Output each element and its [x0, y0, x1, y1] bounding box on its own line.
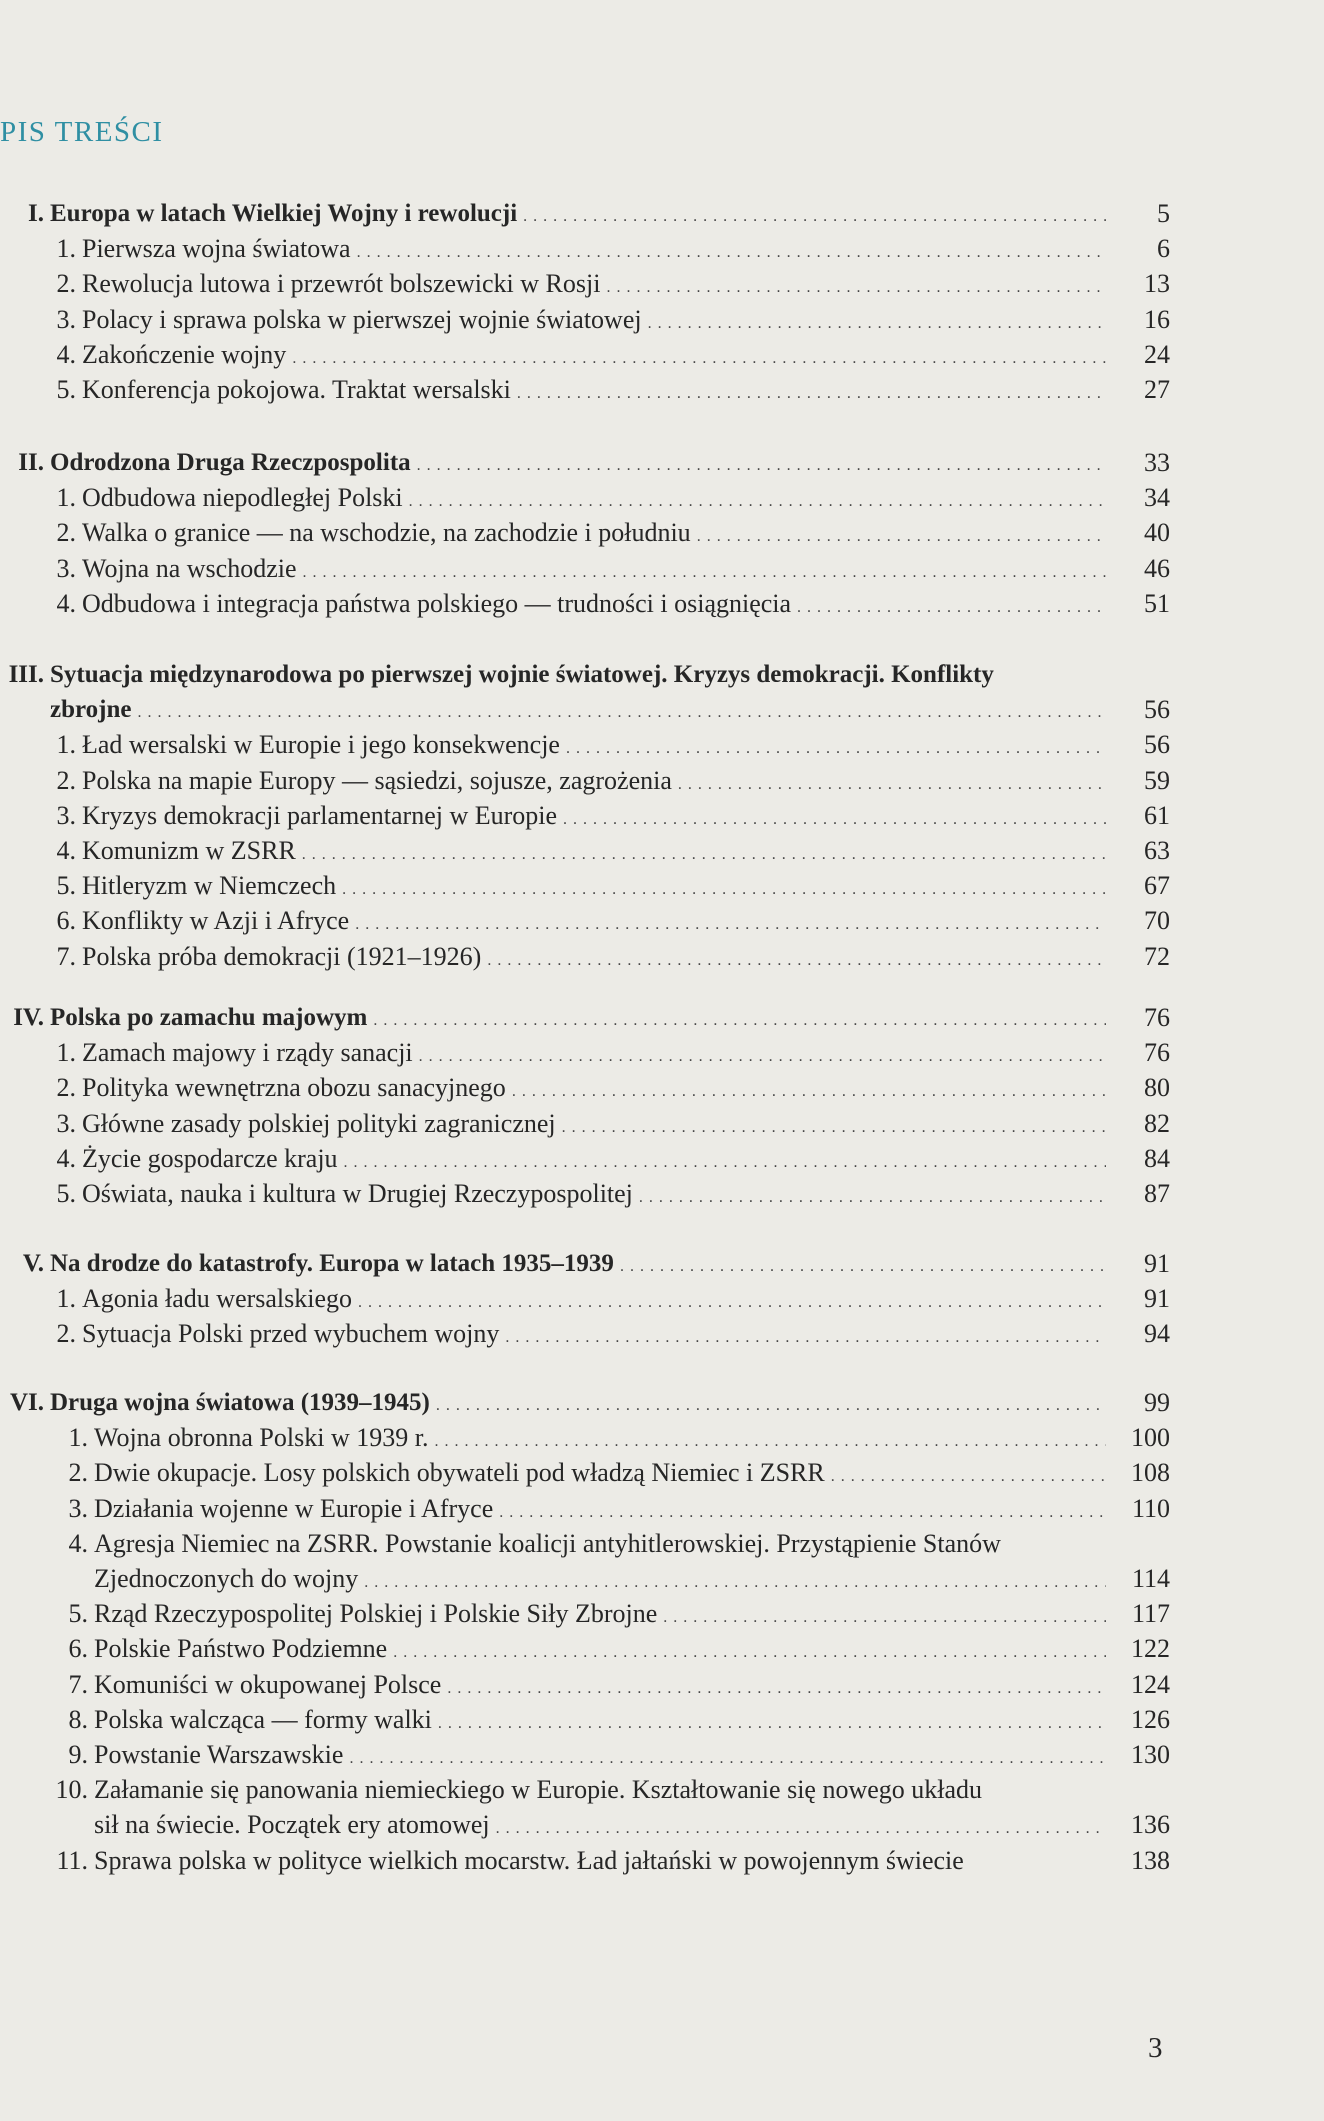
toc-entry — [0, 1561, 1324, 1597]
toc-entry — [0, 1631, 1324, 1667]
page-ref: 13 — [1144, 269, 1170, 299]
item-title: Główne zasady polskiej polityki zagranicznej — [82, 1108, 556, 1138]
item-number: 4. — [56, 339, 76, 369]
item-title: Polskie Państwo Podziemne — [94, 1634, 388, 1664]
dot-leader — [373, 1000, 1106, 1036]
toc-entry — [0, 1035, 1324, 1071]
page-ref: 56 — [1144, 695, 1170, 725]
page-ref: 80 — [1144, 1073, 1170, 1103]
dot-leader — [678, 763, 1106, 799]
dot-leader — [358, 1281, 1106, 1317]
item-title: Dwie okupacje. Losy polskich obywateli pod władzą Niemiec i ZSRR — [94, 1458, 825, 1488]
toc-entry — [0, 1491, 1324, 1527]
item-number: 1. — [56, 1284, 76, 1314]
dot-leader — [523, 196, 1106, 232]
item-title: Oświata, nauka i kultura w Drugiej Rzeczypospolitej — [82, 1179, 633, 1208]
entry-title-line — [82, 515, 1106, 551]
item-number: 7. — [56, 941, 76, 971]
entry-title-line — [82, 1035, 1106, 1071]
item-number: 2. — [56, 518, 76, 548]
page-ref: 114 — [1131, 1564, 1170, 1593]
item-number: 11. — [56, 1845, 88, 1875]
entry-title-line — [94, 1526, 1106, 1562]
toc-entry — [0, 1141, 1324, 1177]
entry-title-line — [50, 1385, 1106, 1421]
page-ref: 27 — [1144, 375, 1170, 404]
page-ref: 84 — [1144, 1143, 1170, 1173]
page-ref: 122 — [1131, 1634, 1170, 1664]
entry-title-line — [50, 1246, 1106, 1282]
item-number: 8. — [68, 1704, 88, 1734]
item-number: 1. — [56, 234, 76, 264]
toc-entry — [0, 1316, 1324, 1352]
entry-title-line — [82, 903, 1106, 939]
dot-leader — [620, 1246, 1106, 1282]
chapter-number: IV. — [13, 1004, 44, 1031]
item-number: 3. — [56, 304, 76, 334]
entry-title-line — [94, 1596, 1106, 1632]
entry-title-line — [82, 798, 1106, 834]
entry-title-line — [50, 657, 1106, 693]
item-title: Polska na mapie Europy — sąsiedzi, sojusze, zagrożenia — [82, 765, 672, 795]
item-number: 6. — [68, 1634, 88, 1664]
item-number: 3. — [56, 1108, 76, 1138]
dot-leader — [292, 337, 1106, 373]
item-title: Polacy i sprawa polska w pierwszej wojnie światowej — [82, 304, 642, 334]
item-number: 1. — [56, 1038, 76, 1068]
entry-title-line — [94, 1807, 1106, 1843]
item-title: Agonia ładu wersalskiego — [82, 1284, 353, 1314]
chapter-entry — [0, 1000, 1324, 1036]
entry-title-line — [82, 1070, 1106, 1106]
page-ref: 82 — [1144, 1108, 1170, 1138]
toc-entry — [0, 1772, 1324, 1808]
page-ref: 16 — [1144, 304, 1170, 334]
item-title: Sytuacja Polski przed wybuchem wojny — [82, 1319, 500, 1349]
page-ref: 110 — [1131, 1493, 1170, 1523]
dot-leader — [137, 692, 1106, 728]
dot-leader — [831, 1455, 1106, 1491]
dot-leader — [663, 1596, 1106, 1632]
page-ref: 117 — [1131, 1599, 1170, 1629]
dot-leader — [566, 727, 1106, 763]
chapter-title: Na drodze do katastrofy. Europa w latach 1935–1939 — [50, 1250, 614, 1277]
toc-entry — [0, 1843, 1324, 1879]
toc-entry — [0, 1176, 1324, 1212]
chapter-title: Europa w latach Wielkiej Wojny i rewolucji — [50, 200, 518, 227]
entry-title-line — [82, 1176, 1106, 1212]
item-title: Zamach majowy i rządy sanacji — [82, 1038, 413, 1068]
item-number: 1. — [56, 483, 76, 513]
chapter-number: III. — [8, 661, 44, 688]
entry-title-line — [82, 551, 1106, 587]
page-ref: 100 — [1131, 1423, 1170, 1453]
page-ref: 138 — [1131, 1845, 1170, 1875]
entry-title-line — [50, 196, 1106, 232]
toc-entry — [0, 1596, 1324, 1632]
item-title: Konferencja pokojowa. Traktat wersalski — [82, 375, 511, 404]
item-title: Odbudowa niepodległej Polski — [82, 483, 403, 513]
entry-title-line — [94, 1455, 1106, 1491]
toc-entry — [0, 551, 1324, 587]
page-ref: 70 — [1144, 906, 1170, 936]
dot-leader — [562, 1106, 1106, 1142]
item-title: Wojna na wschodzie — [82, 553, 297, 583]
page-ref: 94 — [1144, 1319, 1170, 1349]
item-title: Konflikty w Azji i Afryce — [82, 906, 350, 936]
entry-title-line — [94, 1702, 1106, 1738]
item-title: Pierwsza wojna światowa — [82, 234, 351, 264]
toc-entry — [0, 1667, 1324, 1703]
dot-leader — [438, 1702, 1106, 1738]
toc-entry — [0, 337, 1324, 373]
toc-entry — [0, 302, 1324, 338]
chapter-title: zbrojne — [50, 696, 132, 724]
item-number: 5. — [56, 871, 76, 901]
entry-title-line — [82, 939, 1106, 975]
dot-leader — [648, 302, 1106, 338]
item-title: Sprawa polska w polityce wielkich mocarstw. Ład jałtański w powojennym świecie — [94, 1845, 964, 1875]
page-ref: 91 — [1144, 1249, 1170, 1278]
entry-title-line — [50, 1000, 1106, 1036]
item-number: 2. — [68, 1458, 88, 1488]
dot-leader — [499, 1491, 1106, 1527]
dot-leader — [355, 903, 1106, 939]
page-ref: 108 — [1131, 1458, 1170, 1488]
page-ref: 63 — [1144, 836, 1170, 865]
entry-title-line — [82, 727, 1106, 763]
chapter-number: II. — [18, 449, 44, 476]
page-ref: 59 — [1144, 765, 1170, 795]
item-title: Rząd Rzeczypospolitej Polskiej i Polskie Siły Zbrojne — [94, 1599, 658, 1629]
item-number: 4. — [56, 836, 76, 865]
entry-title-line — [82, 868, 1106, 904]
dot-leader — [417, 445, 1106, 481]
chapter-title: Odrodzona Druga Rzeczpospolita — [50, 449, 411, 476]
page-ref: 56 — [1144, 730, 1170, 760]
page-ref: 126 — [1131, 1704, 1170, 1734]
item-number: 3. — [56, 800, 76, 830]
item-number: 6. — [56, 906, 76, 936]
dot-leader — [364, 1561, 1106, 1597]
page-ref: 99 — [1144, 1388, 1170, 1417]
item-number: 5. — [56, 1179, 76, 1208]
item-title: sił na świecie. Początek ery atomowej — [94, 1810, 490, 1840]
dot-leader — [639, 1176, 1106, 1212]
dot-leader — [393, 1631, 1106, 1667]
toc-entry — [0, 727, 1324, 763]
page-ref: 5 — [1157, 199, 1170, 228]
toc-entry — [0, 1526, 1324, 1562]
item-number: 1. — [56, 730, 76, 760]
dot-leader — [409, 480, 1106, 516]
entry-title-line — [50, 692, 1106, 728]
toc-entry — [0, 586, 1324, 622]
page-ref: 34 — [1144, 483, 1170, 513]
item-number: 4. — [56, 1143, 76, 1173]
dot-leader — [505, 1316, 1106, 1352]
toc-entry — [0, 833, 1324, 869]
toc-entry — [0, 798, 1324, 834]
chapter-entry — [0, 657, 1324, 693]
entry-title-line — [82, 266, 1106, 302]
toc-entry — [0, 1455, 1324, 1491]
item-title: Polska próba demokracji (1921–1926) — [82, 941, 482, 971]
page-number: 3 — [1148, 2032, 1163, 2064]
chapter-entry — [0, 1246, 1324, 1282]
chapter-title: Sytuacja międzynarodowa po pierwszej wojnie światowej. Kryzys demokracji. Konflikty — [50, 661, 994, 688]
entry-title-line — [82, 1316, 1106, 1352]
page-ref: 67 — [1144, 871, 1170, 901]
item-title: Kryzys demokracji parlamentarnej w Europie — [82, 800, 558, 830]
entry-title-line — [82, 1106, 1106, 1142]
page-ref: 136 — [1131, 1810, 1170, 1840]
toc-entry — [0, 1702, 1324, 1738]
entry-title-line — [82, 302, 1106, 338]
toc-entry — [0, 903, 1324, 939]
chapter-title: Polska po zamachu majowym — [50, 1004, 368, 1031]
entry-title-line — [94, 1667, 1106, 1703]
item-title: Komuniści w okupowanej Polsce — [94, 1669, 442, 1699]
page-ref: 33 — [1144, 448, 1170, 477]
page-ref: 91 — [1144, 1284, 1170, 1314]
dot-leader — [606, 266, 1106, 302]
entry-title-line — [94, 1843, 1106, 1879]
dot-leader — [342, 868, 1106, 904]
chapter-entry — [0, 196, 1324, 232]
item-number: 5. — [56, 375, 76, 404]
dot-leader — [563, 798, 1106, 834]
entry-title-line — [82, 480, 1106, 516]
dot-leader — [517, 372, 1106, 408]
dot-leader — [797, 586, 1106, 622]
dot-leader — [487, 939, 1106, 975]
page-ref: 124 — [1131, 1669, 1170, 1699]
page-ref: 46 — [1144, 553, 1170, 583]
entry-title-line — [94, 1561, 1106, 1597]
toc-entry — [0, 939, 1324, 975]
toc-entry — [0, 1420, 1324, 1456]
entry-title-line — [82, 1141, 1106, 1177]
page-ref: 87 — [1144, 1179, 1170, 1208]
dot-leader — [434, 1420, 1106, 1456]
entry-title-line — [50, 445, 1106, 481]
entry-title-line — [82, 231, 1106, 267]
toc-entry — [0, 231, 1324, 267]
toc-entry — [0, 1807, 1324, 1843]
entry-title-line — [94, 1772, 1106, 1808]
item-number: 2. — [56, 765, 76, 795]
chapter-title: Druga wojna światowa (1939–1945) — [50, 1389, 430, 1416]
item-number: 3. — [56, 553, 76, 583]
page-ref: 40 — [1144, 518, 1170, 548]
entry-title-line — [82, 763, 1106, 799]
item-number: 1. — [68, 1423, 88, 1453]
item-title: Polityka wewnętrzna obozu sanacyjnego — [82, 1073, 506, 1103]
page-ref: 6 — [1157, 234, 1170, 264]
item-title: Komunizm w ZSRR — [82, 836, 296, 865]
dot-leader — [436, 1385, 1106, 1421]
page-ref: 24 — [1144, 339, 1170, 369]
chapter-entry — [0, 445, 1324, 481]
item-number: 2. — [56, 1319, 76, 1349]
item-number: 4. — [56, 588, 76, 618]
entry-title-line — [94, 1420, 1106, 1456]
item-title: Ład wersalski w Europie i jego konsekwencje — [82, 730, 560, 760]
item-title: Hitleryzm w Niemczech — [82, 871, 337, 901]
entry-title-line — [94, 1631, 1106, 1667]
item-title: Wojna obronna Polski w 1939 r. — [94, 1423, 429, 1453]
dot-leader — [349, 1737, 1106, 1773]
item-number: 9. — [68, 1740, 88, 1769]
item-number: 10. — [55, 1775, 88, 1805]
item-number: 5. — [68, 1599, 88, 1629]
dot-leader — [496, 1807, 1106, 1843]
chapter-number: VI. — [9, 1389, 44, 1416]
dot-leader — [512, 1070, 1106, 1106]
entry-title-line — [82, 1281, 1106, 1317]
toc-entry — [0, 1106, 1324, 1142]
entry-title-line — [82, 337, 1106, 373]
toc-entry — [0, 868, 1324, 904]
dot-leader — [302, 833, 1106, 869]
toc-entry — [0, 480, 1324, 516]
item-title: Zakończenie wojny — [82, 339, 287, 369]
item-number: 2. — [56, 1073, 76, 1103]
item-title: Zjednoczonych do wojny — [94, 1564, 359, 1593]
dot-leader — [344, 1141, 1106, 1177]
dot-leader — [447, 1667, 1106, 1703]
page-ref: 72 — [1144, 941, 1170, 971]
entry-title-line — [82, 586, 1106, 622]
page-ref: 76 — [1144, 1038, 1170, 1068]
item-title: Powstanie Warszawskie — [94, 1740, 344, 1769]
page-ref: 51 — [1144, 588, 1170, 618]
item-title: Polska walcząca — formy walki — [94, 1704, 432, 1734]
item-title: Życie gospodarcze kraju — [82, 1143, 338, 1173]
item-number: 7. — [68, 1669, 88, 1699]
toc-entry — [0, 372, 1324, 408]
entry-title-line — [94, 1737, 1106, 1773]
page-title: PIS TREŚCI — [0, 116, 164, 148]
toc-entry — [0, 266, 1324, 302]
entry-title-line — [94, 1491, 1106, 1527]
toc-entry — [0, 763, 1324, 799]
item-title: Walka o granice — na wschodzie, na zachodzie i południu — [82, 518, 691, 548]
item-number: 3. — [68, 1493, 88, 1523]
entry-title-line — [82, 833, 1106, 869]
toc-entry — [0, 1737, 1324, 1773]
toc-entry — [0, 515, 1324, 551]
item-number: 2. — [56, 269, 76, 299]
item-number: 4. — [68, 1528, 88, 1558]
page-ref: 61 — [1144, 800, 1170, 830]
entry-title-line — [82, 372, 1106, 408]
toc-entry — [0, 1070, 1324, 1106]
dot-leader — [357, 231, 1106, 267]
item-title: Załamanie się panowania niemieckiego w Europie. Kształtowanie się nowego układu — [94, 1775, 983, 1805]
dot-leader — [697, 515, 1106, 551]
page-ref: 76 — [1144, 1003, 1170, 1032]
chapter-number: I. — [28, 200, 44, 227]
chapter-entry — [0, 1385, 1324, 1421]
toc-entry — [0, 1281, 1324, 1317]
dot-leader — [303, 551, 1107, 587]
item-title: Działania wojenne w Europie i Afryce — [94, 1493, 494, 1523]
chapter-number: V. — [22, 1250, 44, 1277]
item-title: Odbudowa i integracja państwa polskiego — trudności i osiągnięcia — [82, 588, 792, 618]
page-ref: 130 — [1131, 1740, 1170, 1769]
item-title: Rewolucja lutowa i przewrót bolszewicki w Rosji — [82, 269, 601, 299]
chapter-entry — [0, 692, 1324, 728]
item-title: Agresja Niemiec na ZSRR. Powstanie koalicji antyhitlerowskiej. Przystąpienie Stanów — [94, 1528, 1001, 1558]
dot-leader — [419, 1035, 1106, 1071]
